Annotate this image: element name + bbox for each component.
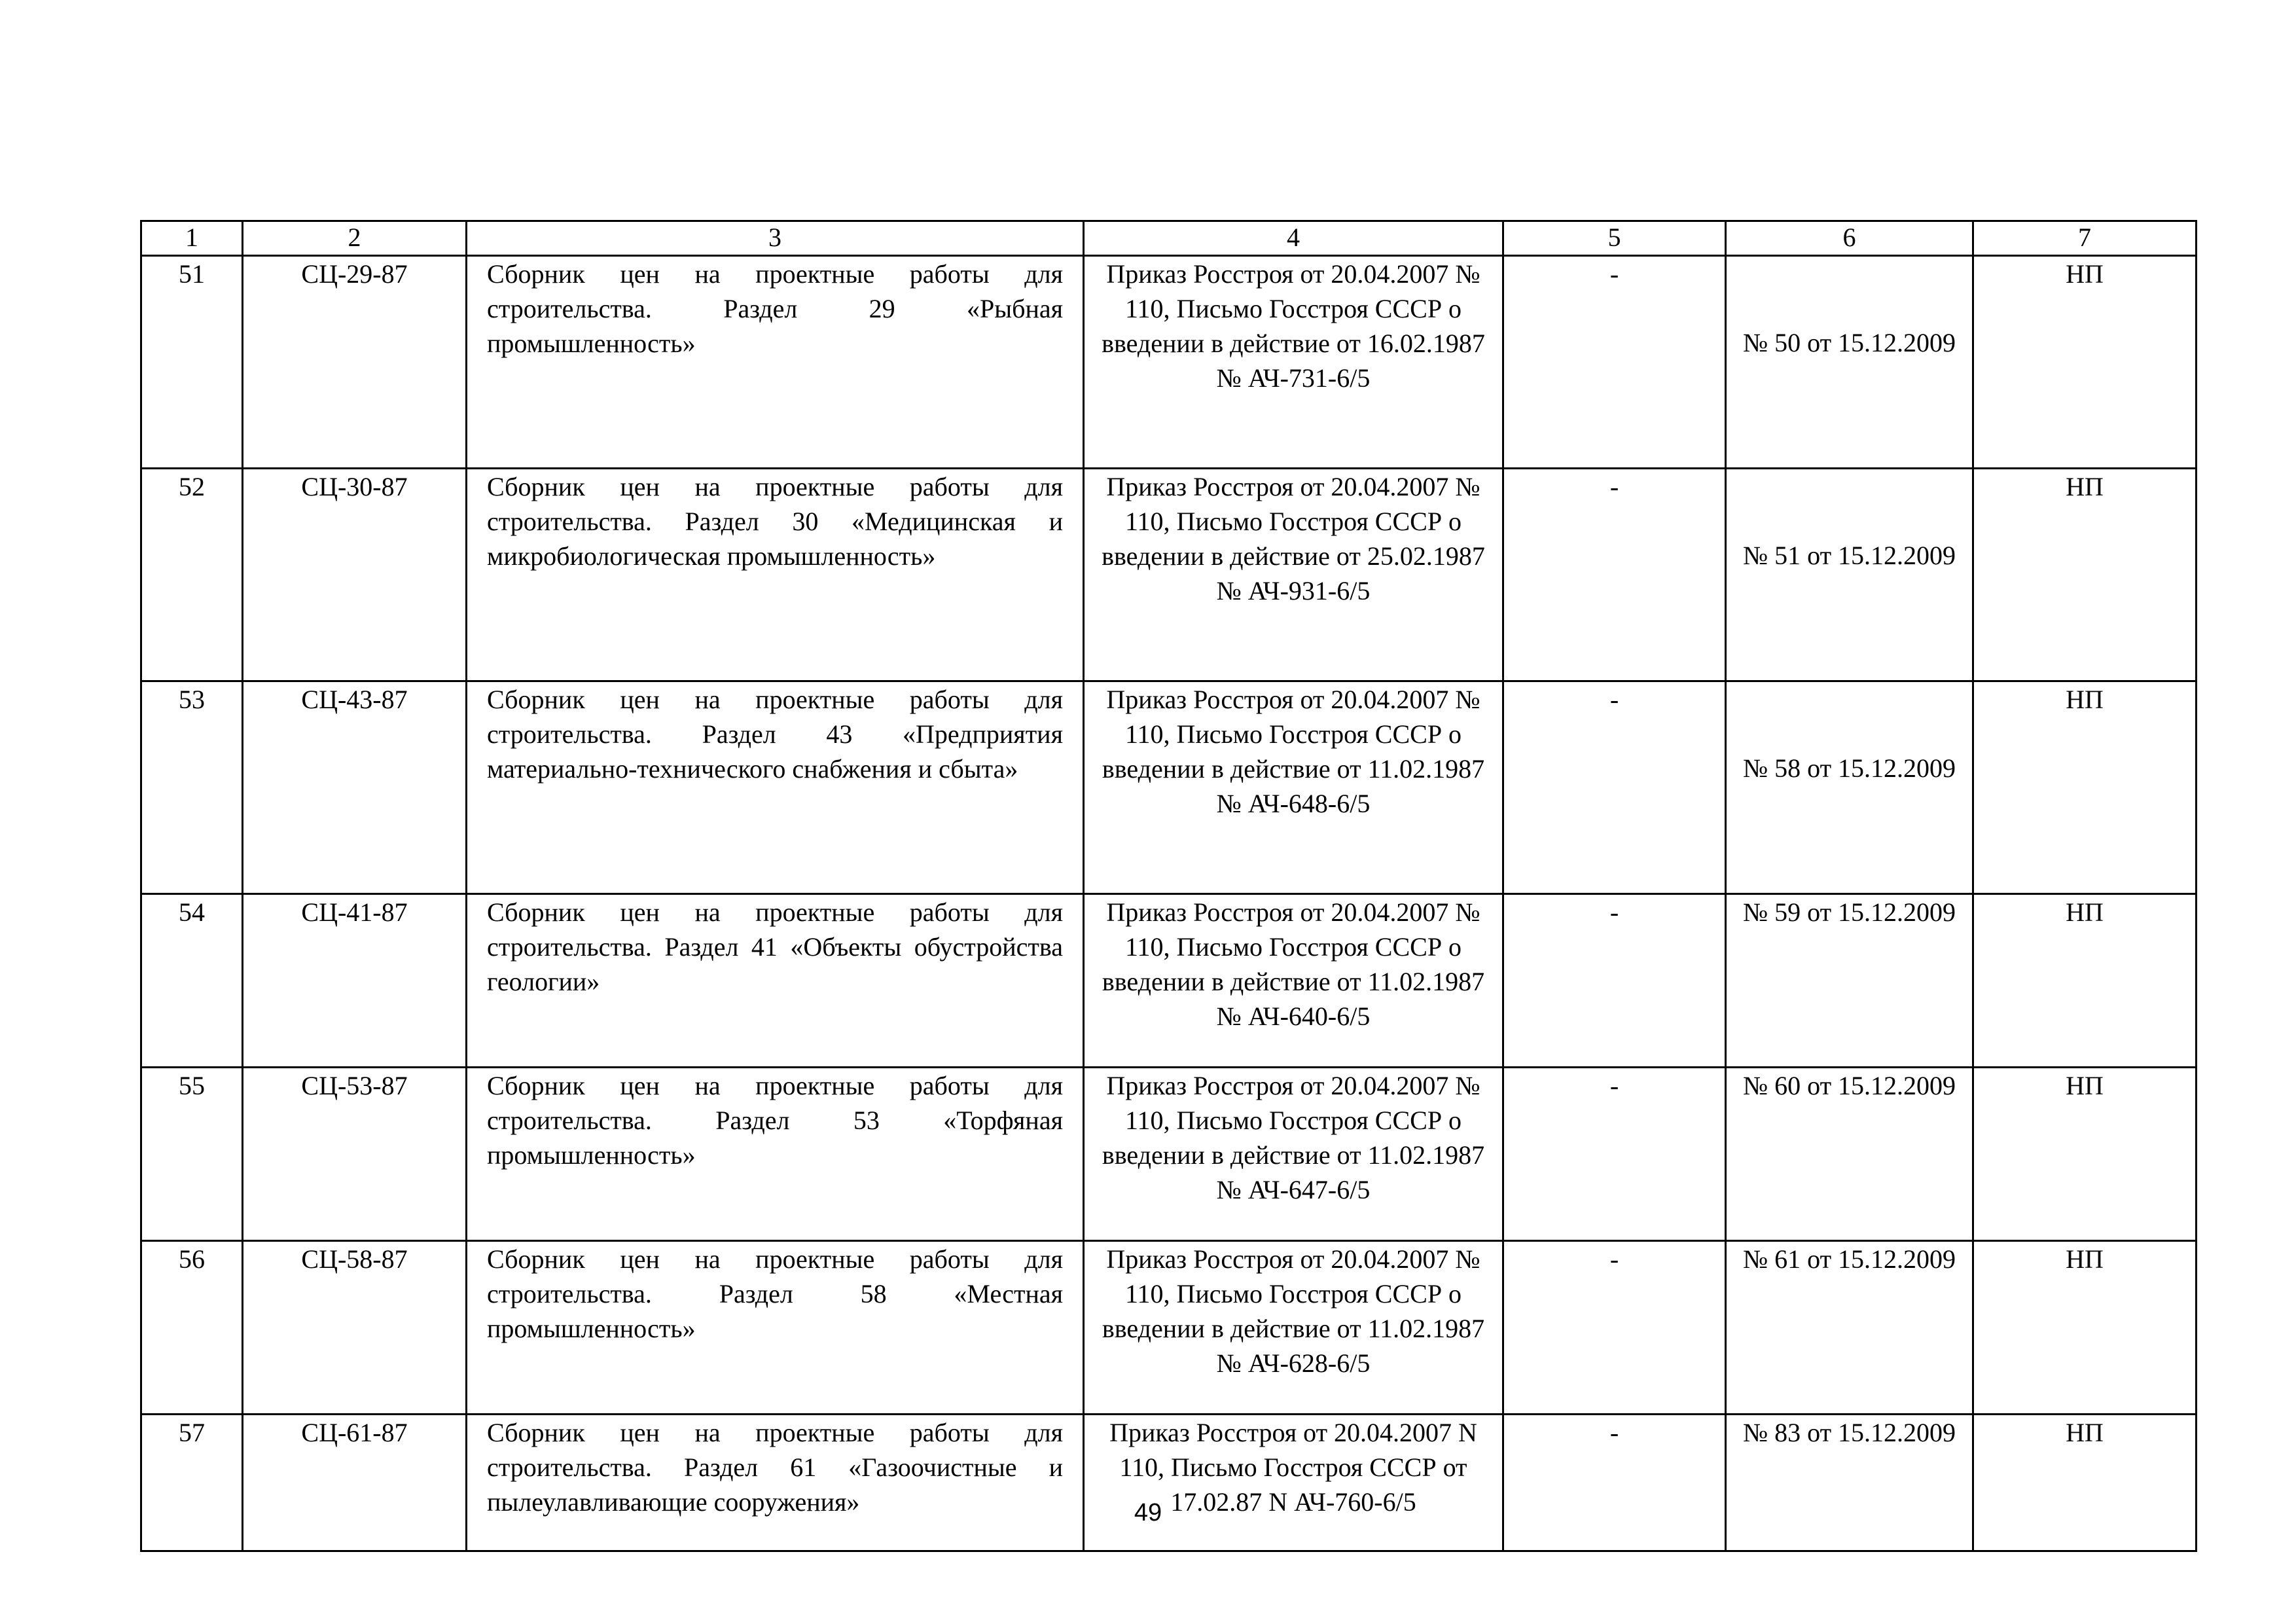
row-number: 52 [141, 469, 243, 681]
row-number: 51 [141, 256, 243, 469]
document-title: Сборник цен на проектные работы для строительства. Раздел 29 «Рыбная промышленность» [467, 256, 1084, 469]
document-title: Сборник цен на проектные работы для строительства. Раздел 61 «Газоочистные и пылеулавливающие сооружения» [467, 1415, 1084, 1551]
approval-order: Приказ Росстроя от 20.04.2007 № 110, Письмо Госстроя СССР о введении в действие от 11.02.1987 № АЧ-628-6/5 [1084, 1241, 1503, 1415]
approval-order: Приказ Росстроя от 20.04.2007 № 110, Письмо Госстроя СССР о введении в действие от 11.02.1987 № АЧ-640-6/5 [1084, 894, 1503, 1068]
table-row [141, 1068, 2197, 1241]
status-code: НП [1973, 256, 2197, 469]
header-cell: 1 [141, 221, 243, 256]
row-number: 55 [141, 1068, 243, 1241]
letter-reference: № 59 от 15.12.2009 [1726, 894, 1973, 1068]
approval-order: Приказ Росстроя от 20.04.2007 № 110, Письмо Госстроя СССР о введении в действие от 11.02.1987 № АЧ-647-6/5 [1084, 1068, 1503, 1241]
header-row [141, 221, 2197, 256]
header-cell: 7 [1973, 221, 2197, 256]
approval-order: Приказ Росстроя от 20.04.2007 № 110, Письмо Госстроя СССР о введении в действие от 25.02.1987 № АЧ-931-6/5 [1084, 469, 1503, 681]
letter-reference: № 61 от 15.12.2009 [1726, 1241, 1973, 1415]
column-5-value: - [1503, 256, 1726, 469]
row-number: 54 [141, 894, 243, 1068]
header-cell: 2 [243, 221, 467, 256]
column-5-value: - [1503, 1415, 1726, 1551]
document-title: Сборник цен на проектные работы для строительства. Раздел 53 «Торфяная промышленность» [467, 1068, 1084, 1241]
document-title: Сборник цен на проектные работы для строительства. Раздел 30 «Медицинская и микробиологическая промышленность» [467, 469, 1084, 681]
document-code: СЦ-29-87 [243, 256, 467, 469]
document-title: Сборник цен на проектные работы для строительства. Раздел 58 «Местная промышленность» [467, 1241, 1084, 1415]
letter-reference: № 83 от 15.12.2009 [1726, 1415, 1973, 1551]
column-5-value: - [1503, 894, 1726, 1068]
header-cell: 3 [467, 221, 1084, 256]
letter-reference: № 60 от 15.12.2009 [1726, 1068, 1973, 1241]
document-code: СЦ-30-87 [243, 469, 467, 681]
document-code: СЦ-61-87 [243, 1415, 467, 1551]
document-code: СЦ-41-87 [243, 894, 467, 1068]
document-title: Сборник цен на проектные работы для строительства. Раздел 43 «Предприятия материально-технического снабжения и сбыта» [467, 681, 1084, 894]
row-number: 53 [141, 681, 243, 894]
approval-order: Приказ Росстроя от 20.04.2007 N 110, Письмо Госстроя СССР от 17.02.87 N АЧ-760-6/5 [1084, 1415, 1503, 1551]
table-row [141, 1415, 2197, 1551]
header-cell: 6 [1726, 221, 1973, 256]
letter-reference: № 50 от 15.12.2009 [1726, 256, 1973, 469]
document-code: СЦ-53-87 [243, 1068, 467, 1241]
table-row [141, 469, 2197, 681]
status-code: НП [1973, 681, 2197, 894]
approval-order: Приказ Росстроя от 20.04.2007 № 110, Письмо Госстроя СССР о введении в действие от 11.02.1987 № АЧ-648-6/5 [1084, 681, 1503, 894]
registry-table [140, 220, 2197, 1552]
letter-reference: № 51 от 15.12.2009 [1726, 469, 1973, 681]
column-5-value: - [1503, 469, 1726, 681]
page-number: 49 [1134, 1499, 1162, 1526]
row-number: 57 [141, 1415, 243, 1551]
status-code: НП [1973, 1415, 2197, 1551]
column-5-value: - [1503, 1241, 1726, 1415]
column-5-value: - [1503, 681, 1726, 894]
header-cell: 5 [1503, 221, 1726, 256]
header-cell: 4 [1084, 221, 1503, 256]
status-code: НП [1973, 1241, 2197, 1415]
table-row [141, 1241, 2197, 1415]
approval-order: Приказ Росстроя от 20.04.2007 № 110, Письмо Госстроя СССР о введении в действие от 16.02.1987 № АЧ-731-6/5 [1084, 256, 1503, 469]
column-5-value: - [1503, 1068, 1726, 1241]
status-code: НП [1973, 469, 2197, 681]
row-number: 56 [141, 1241, 243, 1415]
table-row [141, 894, 2197, 1068]
table-row [141, 256, 2197, 469]
status-code: НП [1973, 1068, 2197, 1241]
table-row [141, 681, 2197, 894]
document-code: СЦ-43-87 [243, 681, 467, 894]
letter-reference: № 58 от 15.12.2009 [1726, 681, 1973, 894]
document-title: Сборник цен на проектные работы для строительства. Раздел 41 «Объекты обустройства геологии» [467, 894, 1084, 1068]
status-code: НП [1973, 894, 2197, 1068]
document-code: СЦ-58-87 [243, 1241, 467, 1415]
